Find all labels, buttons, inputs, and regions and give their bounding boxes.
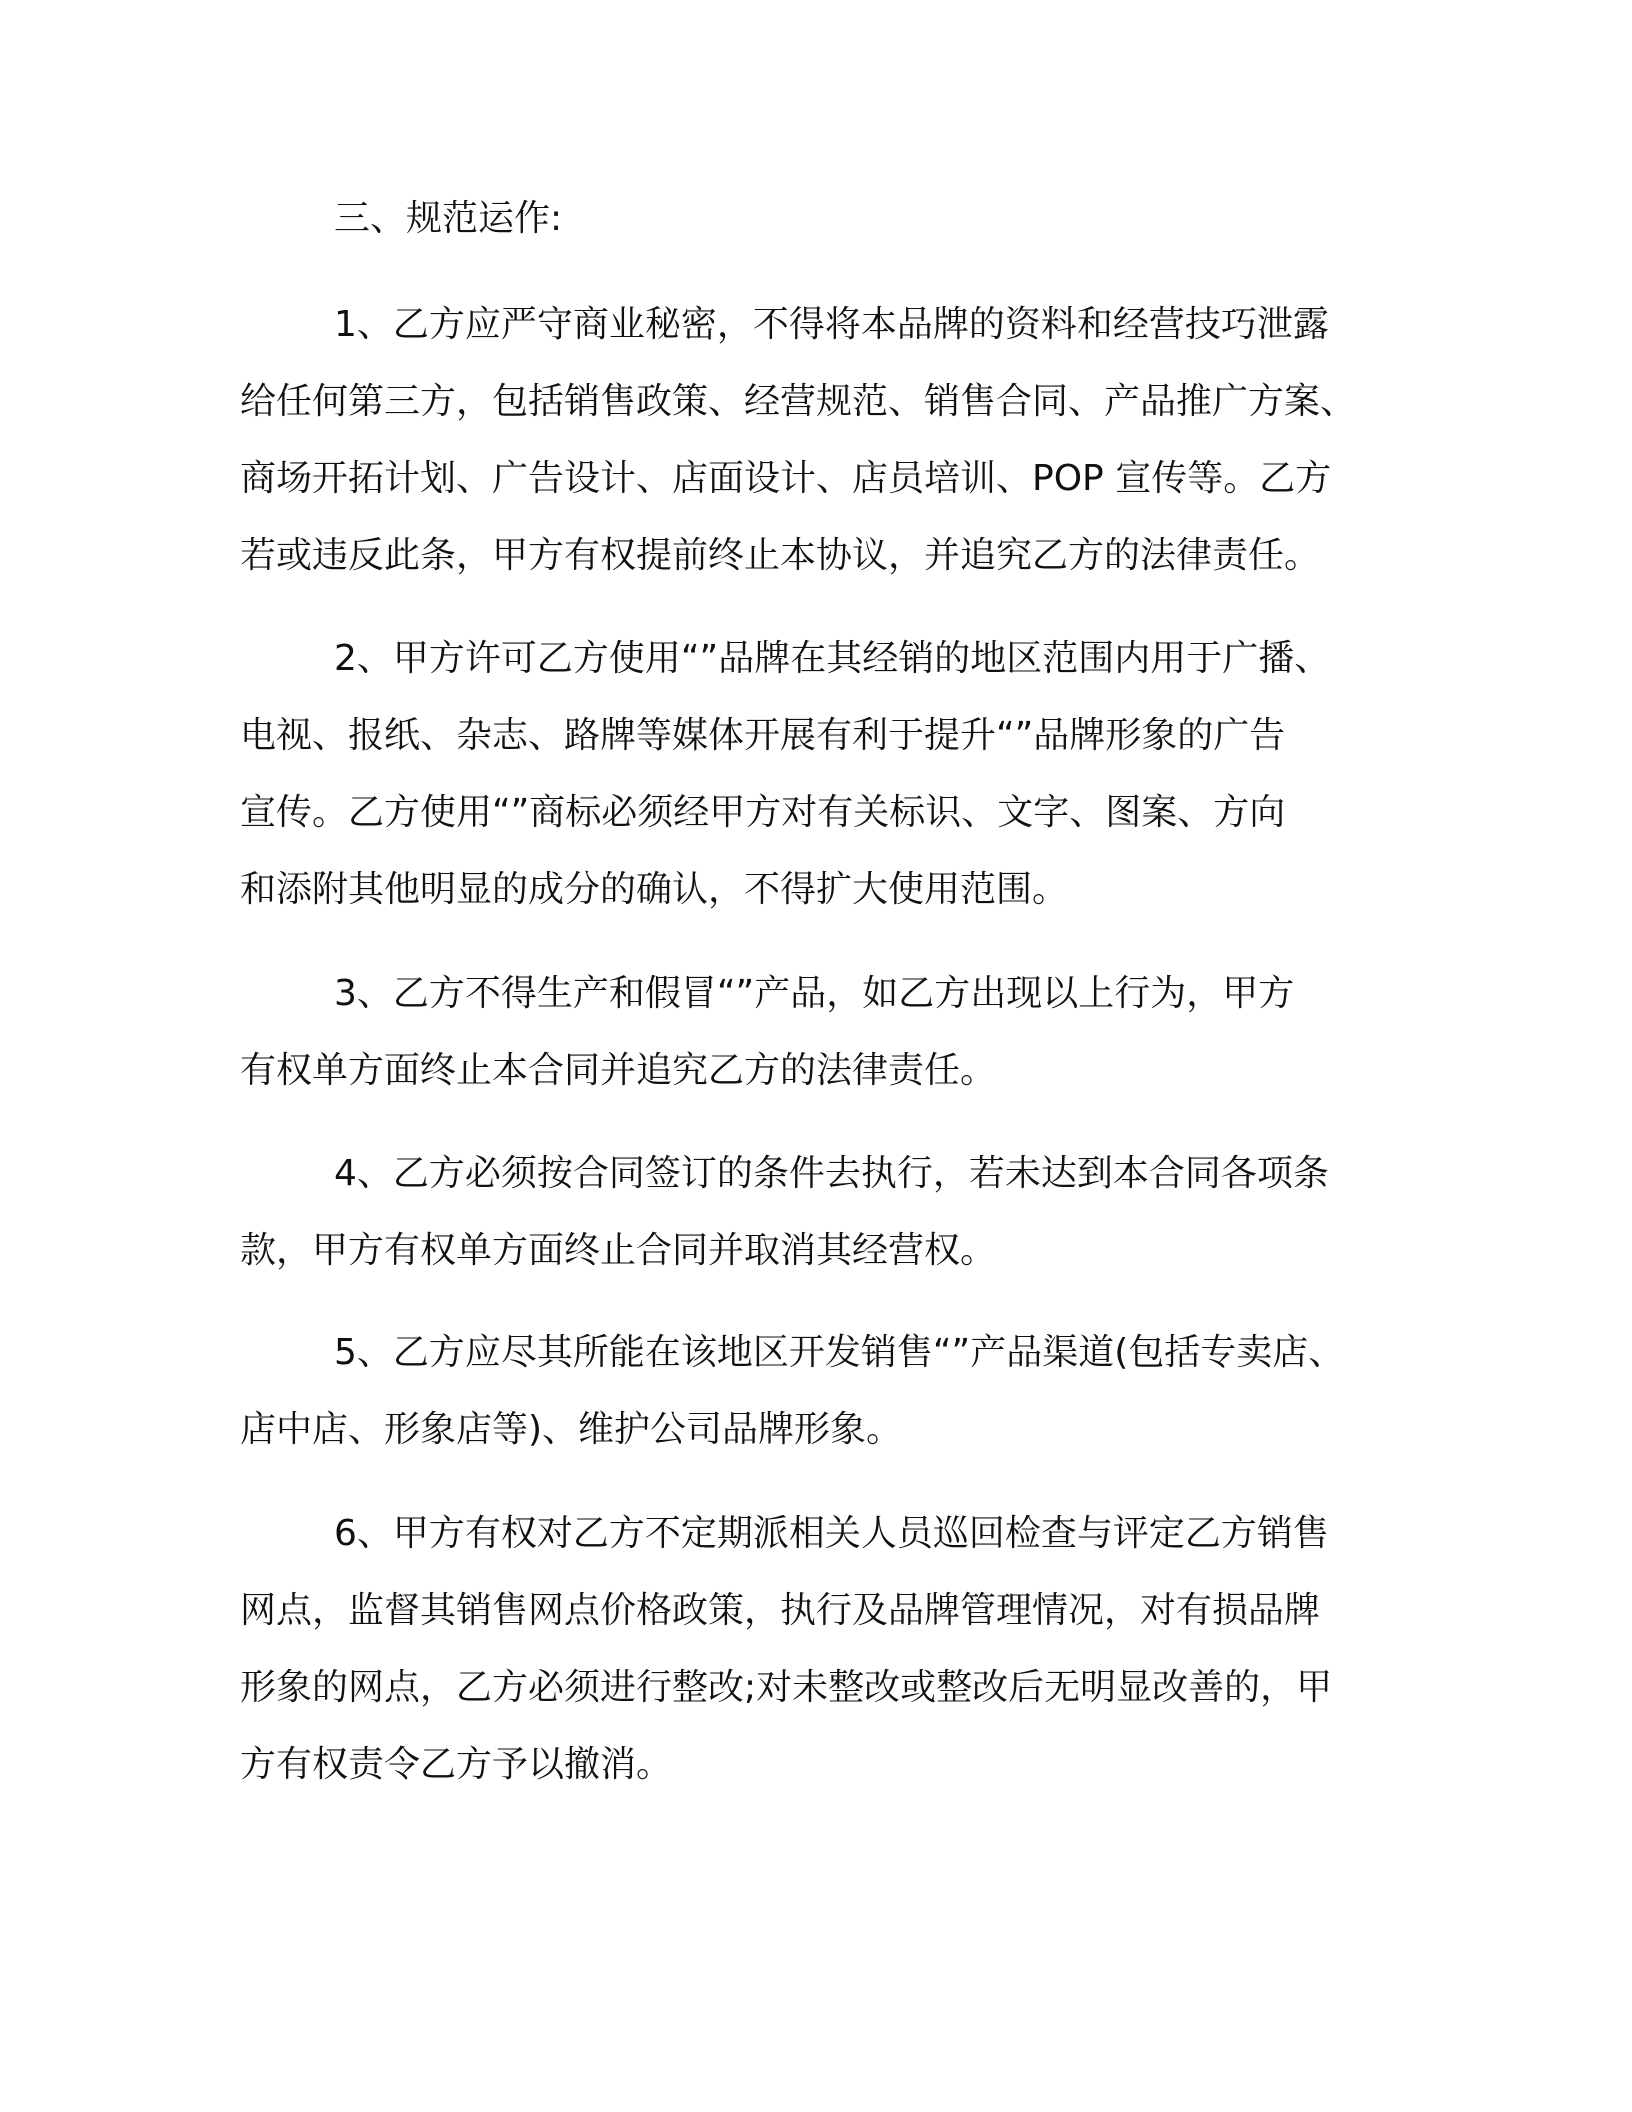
clause-6-line-4: 方有权责令乙方予以撤消。	[240, 1744, 673, 1785]
clause-1	[240, 300, 1410, 608]
clause-4-line-2: 款，甲方有权单方面终止合同并取消其经营权。	[240, 1230, 997, 1271]
clause-4-line-1: 4、乙方必须按合同签订的条件去执行，若未达到本合同各项条	[334, 1153, 1329, 1194]
clause-5	[240, 1328, 1410, 1482]
clause-1-line-4: 若或违反此条，甲方有权提前终止本协议，并追究乙方的法律责任。	[240, 535, 1321, 576]
clause-5-line-1: 5、乙方应尽其所能在该地区开发销售“”产品渠道(包括专卖店、	[334, 1332, 1345, 1373]
clause-1-line-2: 给任何第三方，包括销售政策、经营规范、销售合同、产品推广方案、	[240, 381, 1357, 422]
clause-5-line-2: 店中店、形象店等)、维护公司品牌形象。	[240, 1409, 903, 1450]
clause-1-line-3: 商场开拓计划、广告设计、店面设计、店员培训、POP 宣传等。乙方	[240, 458, 1332, 499]
clause-2-line-2: 电视、报纸、杂志、路牌等媒体开展有利于提升“”品牌形象的广告	[240, 715, 1286, 756]
clause-3	[240, 969, 1410, 1123]
clause-2	[240, 634, 1410, 942]
clause-2-line-1: 2、甲方许可乙方使用“”品牌在其经销的地区范围内用于广播、	[334, 638, 1331, 679]
clause-3-line-2: 有权单方面终止本合同并追究乙方的法律责任。	[240, 1050, 997, 1091]
clause-1-line-1: 1、乙方应严守商业秘密，不得将本品牌的资料和经营技巧泄露	[334, 304, 1329, 345]
clause-2-line-4: 和添附其他明显的成分的确认，不得扩大使用范围。	[240, 869, 1069, 910]
clause-6	[240, 1509, 1410, 1817]
clause-3-line-1: 3、乙方不得生产和假冒“”产品，如乙方出现以上行为，甲方	[334, 973, 1295, 1014]
clause-4	[240, 1149, 1410, 1303]
clause-6-line-1: 6、甲方有权对乙方不定期派相关人员巡回检查与评定乙方销售	[334, 1513, 1329, 1554]
clause-6-line-2: 网点，监督其销售网点价格政策，执行及品牌管理情况，对有损品牌	[240, 1590, 1321, 1631]
section-heading: 三、规范运作:	[334, 198, 563, 239]
clause-6-line-3: 形象的网点，乙方必须进行整改;对未整改或整改后无明显改善的，甲	[240, 1667, 1333, 1708]
clause-2-line-3: 宣传。乙方使用“”商标必须经甲方对有关标识、文字、图案、方向	[240, 792, 1286, 833]
